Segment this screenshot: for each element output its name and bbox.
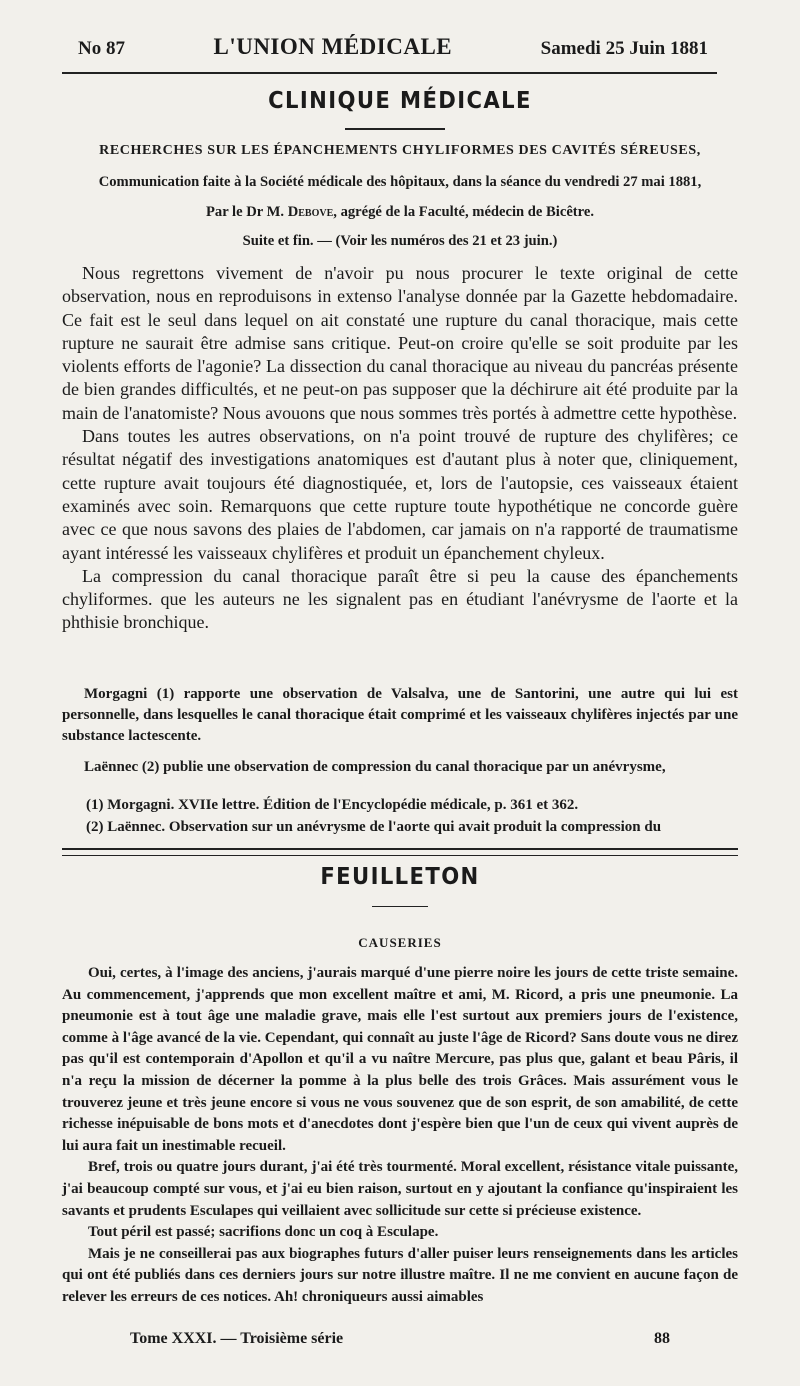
- feuilleton-subtitle: CAUSERIES: [358, 935, 442, 950]
- footnotes: [62, 794, 738, 838]
- feuilleton-body: [62, 963, 738, 1309]
- running-header: [78, 34, 708, 68]
- section-title-clinique: CLINIQUE MÉDICALE: [268, 88, 532, 114]
- paragraph: Tout péril est passé; sacrifions donc un coq à Esculape.: [88, 1224, 439, 1241]
- clinique-small-body: [62, 684, 738, 778]
- communication-line: Communication faite à la Société médicale des hôpitaux, dans la séance du vendredi 27 mai 1881,: [98, 174, 702, 190]
- paragraph: Dans toutes les autres observations, on n'a point trouvé de rupture des chylifères; ce résultat négatif des investigations anatomiques est d'autant plus à noter que, cliniquement, cette rupture avait toujours été diagnostiquée, et, lors de l'autopsie, ces vaisseaux étaient examinés avec soin. Remarquons que cette rupture toute hypothétique ne concorde guère avec ce que nous savons des plaies de l'abdomen, car jamais on n'a rapporté de traumatisme ayant intéressé les vaisseaux chylifères et produit un épanchement chyleux.: [62, 426, 738, 563]
- footnote: (2) Laënnec. Observation sur un anévrysme de l'aorte qui avait produit la compression du: [86, 819, 662, 835]
- issue-date: Samedi 25 Juin 1881: [540, 38, 708, 59]
- journal-title: L'UNION MÉDICALE: [213, 34, 453, 59]
- author-suffix: , agrégé de la Faculté, médecin de Bicêtre.: [333, 204, 594, 220]
- issue-number: No 87: [78, 38, 125, 59]
- page-footer: [130, 1330, 670, 1348]
- paragraph: Laënnec (2) publie une observation de compression du canal thoracique par un anévrysme,: [84, 759, 666, 775]
- paragraph: Morgagni (1) rapporte une observation de Valsalva, une de Santorini, une autre qui lui est personnelle, dans lesquelles le canal thoracique était comprimé et les vaisseaux chylifères injectés par une substance lactescente.: [62, 686, 738, 744]
- page-number: 88: [654, 1330, 670, 1347]
- feuilleton-separator: [62, 848, 738, 856]
- article-title: RECHERCHES SUR LES ÉPANCHEMENTS CHYLIFORMES DES CAVITÉS SÉREUSES,: [99, 143, 701, 158]
- paragraph: Bref, trois ou quatre jours durant, j'ai été très tourmenté. Moral excellent, résistance vitale puissante, j'ai beaucoup compté sur vous, et j'ai eu bien raison, surtout en y ajoutant la confiance qu'inspiraient les savants et prudents Esculapes qui veillaient avec sollicitude sur cette si précieuse existence.: [62, 1159, 738, 1219]
- author-prefix: Par le Dr M.: [205, 204, 285, 220]
- tome-line: Tome XXXI. — Troisième série: [130, 1330, 344, 1347]
- footnote: (1) Morgagni. XVIIe lettre. Édition de l'Encyclopédie médicale, p. 361 et 362.: [86, 797, 579, 813]
- section-divider: [345, 128, 445, 130]
- section-title-feuilleton: FEUILLETON: [320, 864, 480, 890]
- feuilleton-divider: [372, 906, 428, 907]
- author-name: Debove: [287, 204, 334, 220]
- author-line: [62, 204, 738, 221]
- suite-line: Suite et fin. — (Voir les numéros des 21 et 23 juin.): [242, 233, 558, 249]
- header-rule: [62, 72, 717, 74]
- paragraph: Oui, certes, à l'image des anciens, j'aurais marqué d'une pierre noire les jours de cette triste semaine. Au commencement, j'apprends que mon excellent maître et ami, M. Ricord, a pris une pneumonie. La pneumonie est à tout âge une maladie grave, mais elle l'est surtout aux premiers jours de l'existence, comme à l'âge avancé de la vie. Cependant, qui connaît au juste l'âge de Ricord? Sans doute vous ne direz pas qu'il est contemporain d'Apollon et qu'il a vu naître Mercure, pas plus que, galant et beau Pâris, il n'a reçu la mission de décerner la pomme à la plus belle des trois Grâces. Mais assurément vous le trouverez jeune et très jeune encore si vous ne vous souvenez que de son esprit, de son amabilité, de cette richesse inépuisable de bons mots et d'anecdotes dont j'espère bien que l'un de ceux qui vivent auprès de lui aura fait un inestimable recueil.: [62, 965, 738, 1154]
- paragraph: Nous regrettons vivement de n'avoir pu nous procurer le texte original de cette observation, nous en reproduisons in extenso l'analyse donnée par la Gazette hebdomadaire. Ce fait est le seul dans lequel on ait constaté une rupture du canal thoracique, mais cette rupture ne saurait être admise sans critique. Peut-on croire qu'elle se soit produite par les violents efforts de l'agonie? La dissection du canal thoracique au niveau du pancréas présente de bien grandes difficultés, et ne peut-on pas supposer que la déchirure ait été produite par la main de l'anatomiste? Nous avouons que nous sommes très portés à admettre cette hypothèse.: [62, 263, 738, 423]
- paragraph: La compression du canal thoracique paraît être si peu la cause des épanchements chyliformes. que les auteurs ne les signalent pas en étudiant l'anévrysme de l'aorte et la phthisie bronchique.: [62, 565, 738, 633]
- clinique-body: [62, 262, 738, 635]
- paragraph: Mais je ne conseillerai pas aux biographes futurs d'aller puiser leurs renseignements dans les articles qui ont été publiés dans ces derniers jours sur notre illustre maître. Il ne me convient en aucune façon de relever les erreurs de ces notices. Ah! chroniqueurs aussi aimables: [62, 1245, 738, 1305]
